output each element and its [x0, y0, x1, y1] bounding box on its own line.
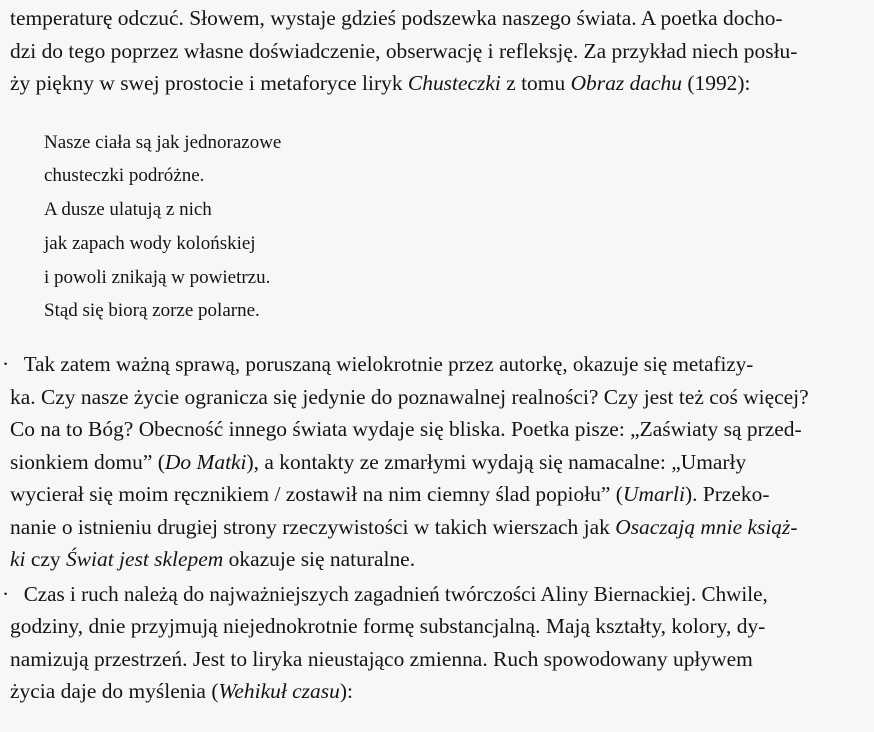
text-line: Tak zatem ważną sprawą, poruszaną wielokrotnie przez autorkę, okazuje się metafizy- — [23, 352, 754, 377]
text-line: godziny, dnie przyjmują niejednokrotnie formę substancjalną. Mają kształty, kolory, dy- — [10, 614, 766, 639]
text-line — [10, 478, 862, 511]
text-fragment: (1992): — [681, 71, 751, 95]
poem-line: A dusze ulatują z nich — [44, 199, 212, 221]
text-fragment: ). Przeko- — [684, 482, 770, 507]
poem-title: Osaczają mnie książ- — [615, 514, 798, 539]
poem-quote — [44, 126, 864, 329]
poem-line: Stąd się biorą zorze polarne. — [44, 300, 260, 322]
time-paragraph — [2, 578, 864, 708]
text-line: Co na to Bóg? Obecność innego świata wydaje się bliska. Poetka pisze: „Zaświaty są przed- — [10, 417, 802, 442]
text-line: namizują przestrzeń. Jest to liryka nieustająco zmienna. Ruch spowodowany upływem — [10, 646, 753, 671]
poem-title: Do Matki — [164, 449, 247, 474]
bullet-marker: · — [2, 352, 10, 377]
text-line: temperaturę odczuć. Słowem, wystaje gdzieś podszewka naszego świata. A poetka docho- — [10, 6, 783, 30]
poem-title: Chusteczki — [407, 71, 501, 95]
poem-line: Nasze ciała są jak jednorazowe — [44, 131, 282, 153]
text-fragment: ży piękny w swej prostocie i metaforyce liryk — [10, 71, 408, 95]
text-line — [10, 511, 862, 544]
poem-title: Wehikuł czasu — [218, 679, 340, 704]
poem-title: ki — [10, 547, 26, 572]
poem-line: jak zapach wody kolońskiej — [44, 232, 256, 254]
metaphysics-paragraph — [2, 348, 864, 576]
poem-line: chusteczki podróżne. — [44, 165, 205, 187]
text-fragment: z tomu — [500, 71, 571, 95]
text-fragment: sionkiem domu” ( — [10, 449, 165, 474]
intro-paragraph — [10, 0, 864, 100]
text-fragment: życia daje do myślenia ( — [10, 679, 219, 704]
poem-title: Świat jest sklepem — [65, 547, 224, 572]
text-line — [10, 543, 862, 576]
text-line — [10, 446, 862, 479]
book-title: Obraz dachu — [570, 71, 682, 95]
text-fragment: okazuje się naturalne. — [223, 547, 416, 572]
text-fragment: nanie o istnieniu drugiej strony rzeczywistości w takich wierszach jak — [10, 514, 616, 539]
text-fragment: czy — [25, 547, 66, 572]
bullet-marker: · — [2, 581, 10, 606]
text-line: ka. Czy nasze życie ogranicza się jedynie do poznawalnej realności? Czy jest też coś więcej? — [10, 384, 809, 409]
text-line — [10, 67, 862, 100]
text-line: Czas i ruch należą do najważniejszych zagadnień twórczości Aliny Biernackiej. Chwile, — [23, 581, 768, 606]
text-line: dzi do tego poprzez własne doświadczenie, obserwację i refleksję. Za przykład niech posłu- — [10, 38, 798, 63]
poem-line: i powoli znikają w powietrzu. — [44, 266, 271, 288]
text-fragment: wycierał się moim ręcznikiem / zostawił na nim ciemny ślad popiołu” ( — [10, 482, 623, 507]
text-fragment: ), a kontakty ze zmarłymi wydają się namacalne: „Umarły — [246, 449, 747, 474]
text-fragment: ): — [339, 679, 353, 704]
text-line — [10, 675, 862, 708]
poem-title: Umarli — [622, 482, 685, 507]
